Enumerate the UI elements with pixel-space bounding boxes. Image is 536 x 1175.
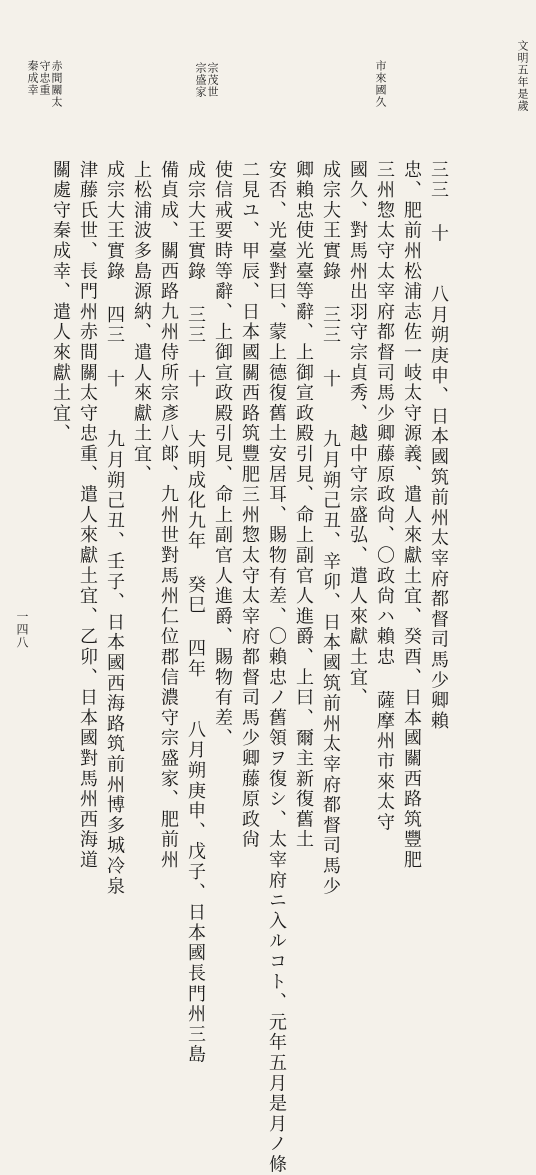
text-column-12: 上松浦波多島源納、遣人來獻土宜、 xyxy=(131,160,152,485)
text-column-1: 三三 十 八月朔庚申、日本國筑前州太宰府都督司馬少卿賴 xyxy=(428,160,449,732)
text-column-7: 安否、光臺對曰、蒙上德復舊土安居耳、賜物有差、〇賴忠ノ舊領ヲ復シ、太宰府ニ入ルコト、元年五月是月ノ條 xyxy=(266,160,287,1175)
text-column-8: 二見ユ、甲辰、日本國關西路筑豐肥三州惣太守太宰府都督司馬少卿藤原政尙 xyxy=(239,160,260,851)
text-column-9: 使信戒要時等辭、上御宣政殿引見、命上副官人進爵、賜物有差、 xyxy=(212,160,233,749)
text-column-4: 國久、對馬州出羽守宗貞秀、越中守宗盛弘、遣人來獻土宜、 xyxy=(347,160,368,709)
margin-note-1: 市來國久 xyxy=(374,60,387,108)
text-column-13: 成宗大王實錄 四三 十 九月朔己丑、壬子、日本國西海路筑前州博多城冷泉 xyxy=(104,160,125,897)
margin-note-3: 赤間關太 守忠重 秦成幸 xyxy=(26,60,63,108)
text-column-2: 忠、肥前州松浦志佐一岐太守源義、遣人來獻土宜、癸酉、日本國關西路筑豐肥 xyxy=(401,160,422,871)
margin-note-2: 宗茂世 宗盛家 xyxy=(194,62,219,98)
running-title: 文明五年是歲 xyxy=(516,40,529,112)
page-number: 一四八 xyxy=(15,610,29,649)
text-column-15: 關處守秦成幸、遣人來獻土宜、 xyxy=(50,160,71,445)
text-column-3: 三州惣太守太宰府都督司馬少卿藤原政尙、〇政尙ハ賴忠 薩摩州市來太守 xyxy=(374,160,395,833)
text-column-10: 成宗大王實錄 三三 十 大明成化九年 癸巳 四年 八月朔庚申、戊子、日本國長門州三島 xyxy=(185,160,206,1066)
text-column-6: 卿賴忠使光臺等辭、上御宣政殿引見、命上副官人進爵、上曰、爾主新復舊土 xyxy=(293,160,314,851)
text-column-11: 備貞成、關西路九州侍所宗彥八郞、九州世對馬州仁位郡信濃守宗盛家、肥前州 xyxy=(158,160,179,871)
text-column-14: 津藤氏世、長門州赤間關太守忠重、遣人來獻土宜、乙卯、日本國對馬州西海道 xyxy=(77,160,98,871)
text-column-5: 成宗大王實錄 三三 十 九月朔己丑、辛卯、日本國筑前州太宰府都督司馬少 xyxy=(320,160,341,897)
